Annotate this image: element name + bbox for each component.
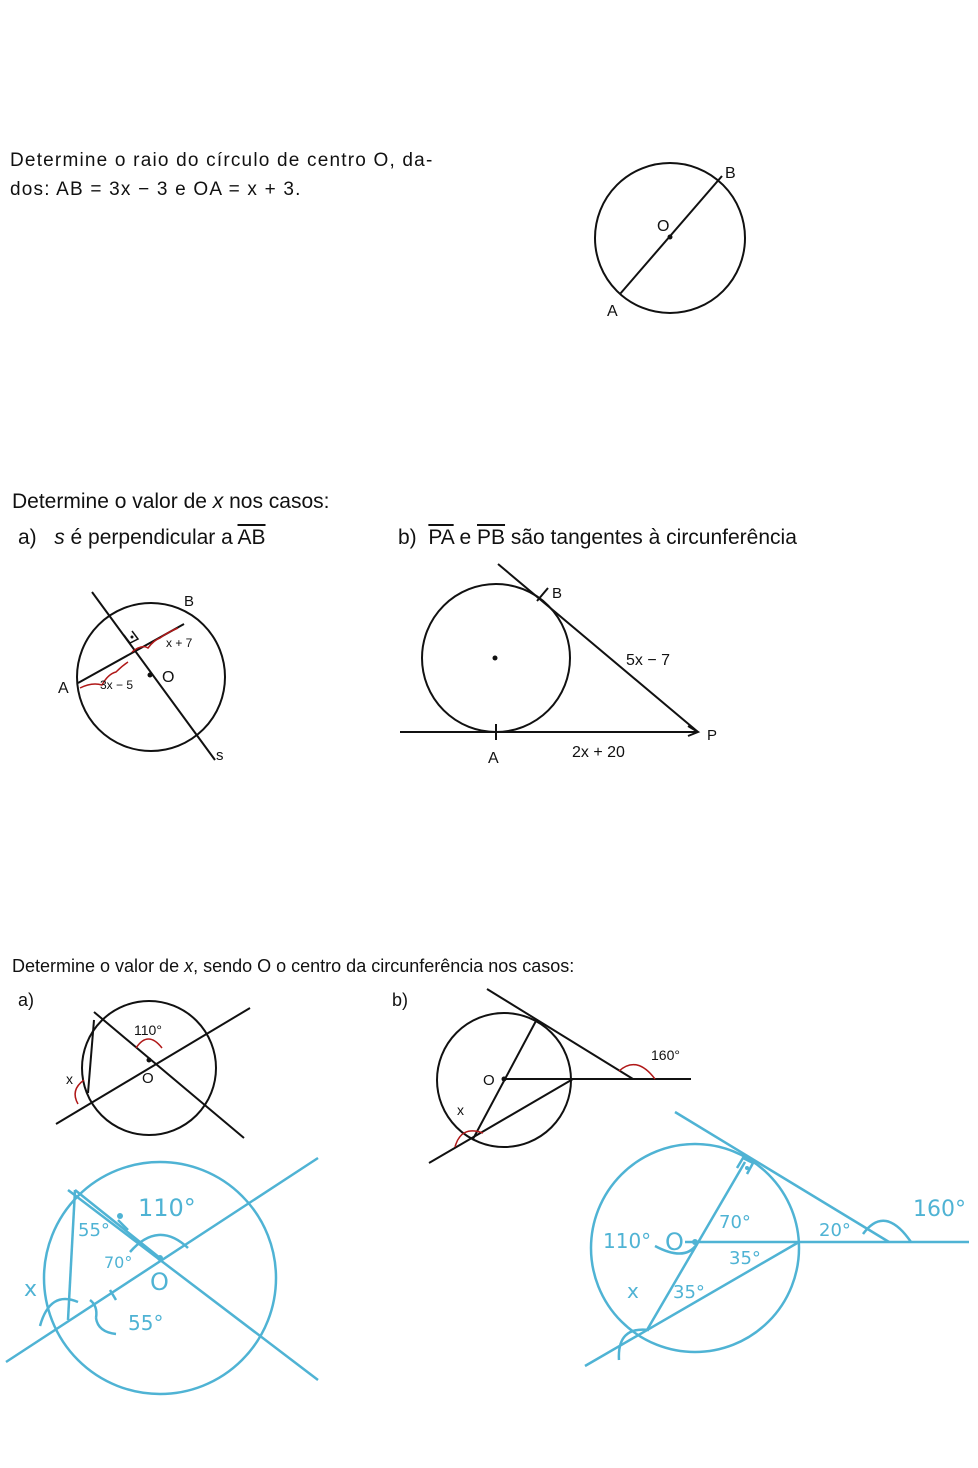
label-s: s (216, 747, 224, 764)
label-110: 110° (138, 1194, 196, 1222)
label-b: B (725, 165, 736, 182)
label-a: A (488, 750, 499, 767)
label-seg-lower: 3x − 5 (100, 678, 134, 692)
tick-b (537, 588, 548, 601)
label-o: O (162, 669, 175, 686)
label-160: 160° (651, 1047, 680, 1063)
label-o: O (665, 1228, 684, 1256)
problem2-heading: Determine o valor de x nos casos: (12, 490, 330, 513)
center-point (502, 1077, 507, 1082)
chord (88, 1020, 94, 1093)
tangent (675, 1112, 889, 1242)
arc-160 (619, 1065, 655, 1079)
center-point (692, 1239, 698, 1245)
label-b: B (552, 585, 563, 602)
label-pa: 2x + 20 (572, 744, 625, 761)
label-x: x (24, 1277, 38, 1302)
label-o: O (142, 1070, 154, 1087)
problem2-b-figure (400, 560, 730, 775)
line-s (92, 592, 215, 760)
center-point (147, 1058, 152, 1063)
label-70: 70° (104, 1253, 133, 1272)
problem2-b-statement: b) $\overline{PA}$ e $\overline{PB}$ são tangentes à circunferência (398, 526, 797, 549)
label-a: A (607, 303, 618, 320)
label-70: 70° (719, 1212, 751, 1233)
label-seg-upper: x + 7 (166, 636, 193, 650)
tangent (487, 989, 633, 1079)
arc-x (75, 1080, 84, 1104)
label-20: 20° (819, 1220, 851, 1241)
center-point (493, 656, 498, 661)
problem2-a-figure (50, 580, 250, 780)
problem3-b-marker: b) (392, 990, 409, 1010)
label-x: x (66, 1071, 73, 1087)
label-b: B (184, 593, 195, 610)
angle-dot (745, 1166, 749, 1170)
problem1-line1: Determine o raio do círculo de centro O, da- (10, 150, 434, 171)
label-55-bottom: 55° (128, 1311, 164, 1335)
center-point (668, 235, 673, 240)
problem3-a-marker: a) (18, 990, 35, 1010)
label-o: O (657, 218, 670, 235)
problem3-a-figure (50, 990, 260, 1140)
label-110: 110° (603, 1229, 652, 1253)
arc-110 (136, 1039, 162, 1048)
label-o: O (150, 1268, 169, 1296)
label-110: 110° (134, 1022, 162, 1038)
radius-point (117, 1213, 123, 1219)
center-point (148, 673, 153, 678)
chord-x (585, 1242, 799, 1366)
label-o: O (483, 1072, 495, 1089)
problem1-figure (580, 150, 770, 330)
label-35-right: 35° (729, 1248, 761, 1269)
solution-a-sketch (0, 1140, 330, 1390)
label-55-top: 55° (78, 1220, 110, 1241)
label-p: P (707, 727, 718, 744)
line-1 (94, 1012, 244, 1138)
right-angle-dot (131, 636, 134, 639)
tangent-pb (498, 564, 698, 732)
solution-b-sketch (585, 1108, 975, 1373)
label-x: x (457, 1102, 464, 1118)
label-x: x (627, 1279, 639, 1303)
problem1-statement (10, 146, 433, 204)
label-pb: 5x − 7 (626, 652, 671, 669)
problem2-a-statement: a) s é perpendicular a $\overline{AB}$ (18, 526, 266, 549)
problem3-heading: Determine o valor de x, sendo O o centro da circunferência nos casos: (12, 956, 575, 976)
label-a: A (58, 680, 69, 697)
center-point (157, 1255, 163, 1261)
label-35-left: 35° (673, 1282, 705, 1303)
arrow-55 (96, 1318, 116, 1334)
label-160: 160° (913, 1197, 966, 1222)
problem1-line2: dos: AB = 3x − 3 e OA = x + 3. (10, 179, 302, 200)
